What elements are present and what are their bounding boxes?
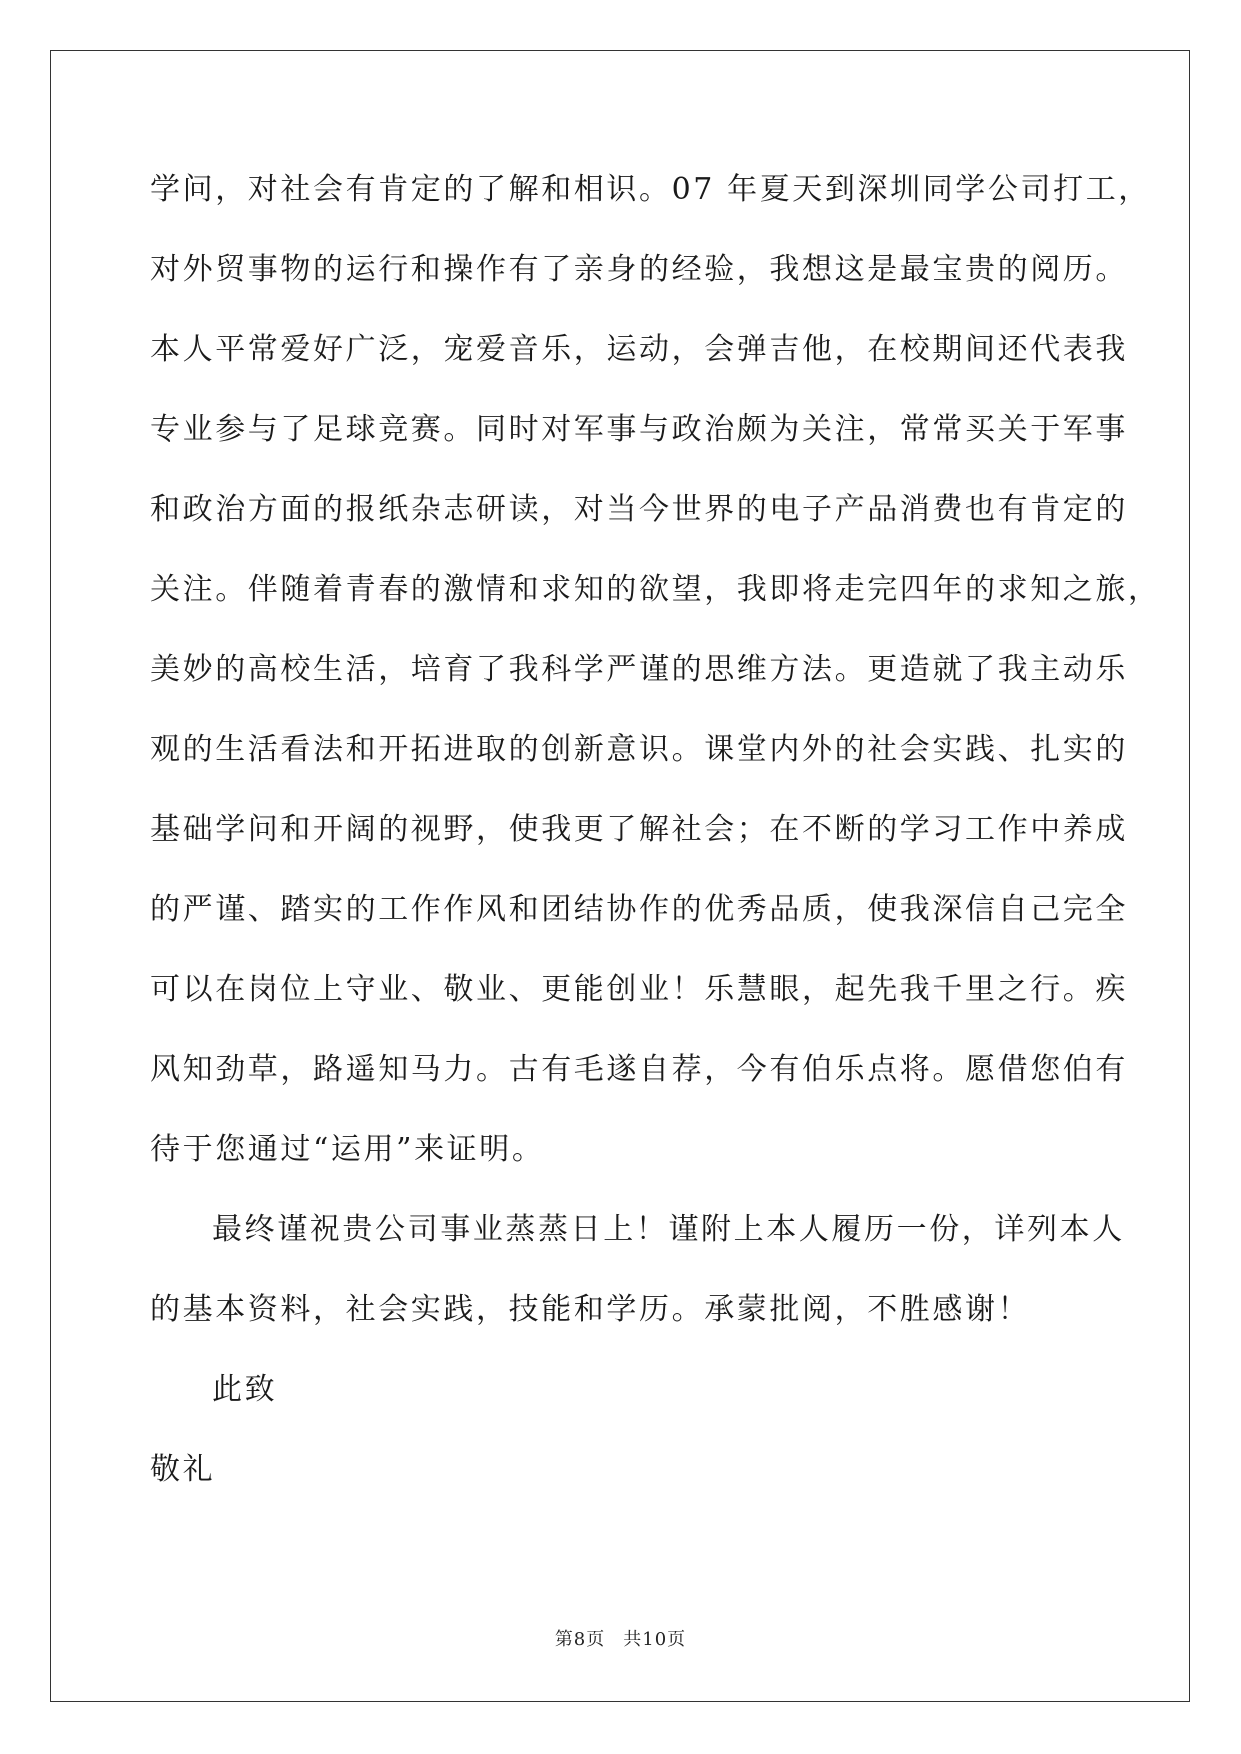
regards-line: 敬礼 [150, 1452, 216, 1487]
text-line: 待于您通过“运用”来证明。 [150, 1132, 545, 1167]
current-page-number: 第8页 [554, 1629, 606, 1650]
text-line: 观的生活看法和开拓进取的创新意识。课堂内外的社会实践、扎实的 [150, 732, 1128, 767]
letter-body [150, 160, 1161, 1520]
text-line: 学问，对社会有肯定的了解和相识。07 年夏天到深圳同学公司打工， [150, 172, 1151, 207]
text-line: 美妙的高校生活，培育了我科学严谨的思维方法。更造就了我主动乐 [150, 652, 1128, 687]
total-page-count: 共10页 [623, 1629, 687, 1650]
text-line: 基础学问和开阔的视野，使我更了解社会；在不断的学习工作中养成 [150, 812, 1128, 847]
page-footer [0, 1628, 1241, 1652]
text-line: 本人平常爱好广泛，宠爱音乐，运动，会弹吉他，在校期间还代表我 [150, 332, 1128, 367]
text-line: 可以在岗位上守业、敬业、更能创业！乐慧眼，起先我千里之行。疾 [150, 972, 1128, 1007]
text-line: 的严谨、踏实的工作作风和团结协作的优秀品质，使我深信自己完全 [150, 892, 1128, 927]
text-line: 关注。伴随着青春的激情和求知的欲望，我即将走完四年的求知之旅， [150, 572, 1161, 607]
text-line: 风知劲草，路遥知马力。古有毛遂自荐，今有伯乐点将。愿借您伯有 [150, 1052, 1128, 1087]
text-line: 对外贸事物的运行和操作有了亲身的经验，我想这是最宝贵的阅历。 [150, 252, 1128, 287]
salutation-line: 此致 [212, 1372, 278, 1407]
text-line: 和政治方面的报纸杂志研读，对当今世界的电子产品消费也有肯定的 [150, 492, 1128, 527]
text-line: 专业参与了足球竞赛。同时对军事与政治颇为关注，常常买关于军事 [150, 412, 1128, 447]
closing-paragraph-line: 最终谨祝贵公司事业蒸蒸日上！谨附上本人履历一份，详列本人 [212, 1212, 1125, 1247]
closing-paragraph-line: 的基本资料，社会实践，技能和学历。承蒙批阅，不胜感谢！ [150, 1292, 1031, 1327]
